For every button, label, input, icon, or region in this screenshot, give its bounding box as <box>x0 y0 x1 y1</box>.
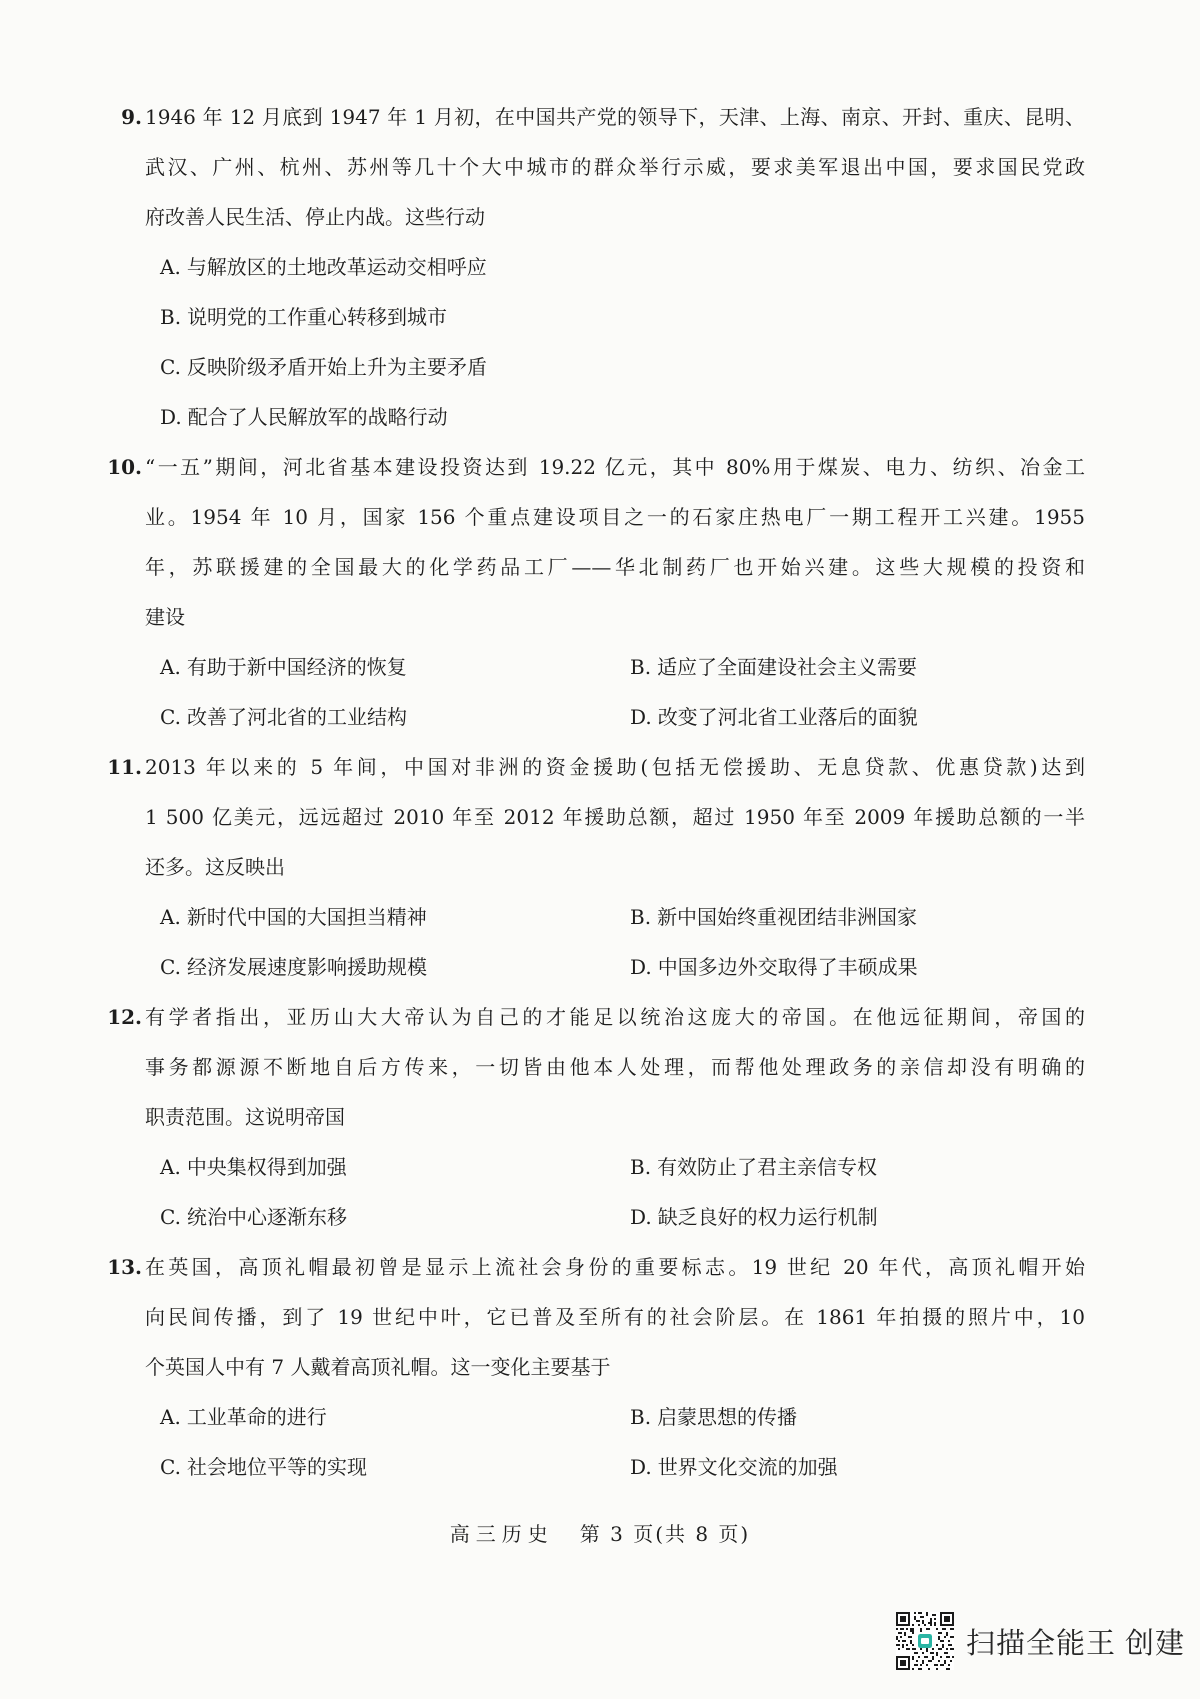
question-9-stem-line: 府改善人民生活、停止内战。这些行动 <box>145 205 485 229</box>
question-11-stem-line: 还多。这反映出 <box>145 855 285 879</box>
question-12-option-a <box>160 1142 630 1192</box>
option-label: C. <box>160 1205 181 1229</box>
question-10-stem-line: 业。1954 年 10 月，国家 156 个重点建设项目之一的石家庄热电厂一期工程开工兴建。1955 <box>145 505 1085 529</box>
question-9-option-c <box>145 342 1085 392</box>
question-13-option-b <box>630 1392 797 1442</box>
question-9-stem-line <box>121 92 1085 142</box>
question-9-stem-line: 武汉、广州、杭州、苏州等几十个大中城市的群众举行示威，要求美军退出中国，要求国民党政 <box>145 155 1085 179</box>
footer-page-number: 第 3 页(共 8 页) <box>579 1522 751 1546</box>
question-12-stem-line: 职责范围。这说明帝国 <box>145 1105 345 1129</box>
question-12 <box>107 992 1085 1242</box>
question-11-number: 11. <box>107 755 142 779</box>
option-text: 说明党的工作重心转移到城市 <box>187 305 448 329</box>
question-9-option-a <box>145 242 1085 292</box>
question-11-option-d <box>630 942 918 992</box>
exam-body <box>107 92 1085 1492</box>
question-12-options-ab <box>145 1142 1085 1192</box>
question-10-option-b <box>630 642 917 692</box>
option-text: 改善了河北省的工业结构 <box>186 705 407 729</box>
option-text: 有助于新中国经济的恢复 <box>186 655 407 679</box>
question-11-stem-text: 2013 年以来的 5 年间，中国对非洲的资金援助(包括无偿援助、无息贷款、优惠贷款)达到 <box>145 755 1085 779</box>
question-13-option-d <box>630 1442 838 1492</box>
question-10-stem-line <box>107 442 1085 492</box>
option-label: C. <box>160 955 181 979</box>
question-12-option-c <box>160 1192 630 1242</box>
option-text: 世界文化交流的加强 <box>657 1455 838 1479</box>
option-text: 新中国始终重视团结非洲国家 <box>657 905 918 929</box>
option-text: 启蒙思想的传播 <box>657 1405 798 1429</box>
question-9-option-b <box>145 292 1085 342</box>
footer-course-label: 高三历史 <box>449 1522 554 1546</box>
option-text: 中央集权得到加强 <box>186 1155 347 1179</box>
question-13-stem-line <box>107 1242 1085 1292</box>
option-label: B. <box>630 1155 652 1179</box>
question-10-option-a <box>160 642 630 692</box>
question-9-option-d <box>145 392 1085 442</box>
question-9-stem-text: 1946 年 12 月底到 1947 年 1 月初，在中国共产党的领导下，天津、上海、南京、开封、重庆、昆明、 <box>145 105 1085 129</box>
question-13-option-a <box>160 1392 630 1442</box>
option-label: D. <box>630 955 652 979</box>
option-label: C. <box>160 1455 181 1479</box>
question-10-stem-line: 建设 <box>145 605 185 629</box>
option-label: D. <box>160 405 182 429</box>
option-text: 适应了全面建设社会主义需要 <box>657 655 918 679</box>
question-10-option-d <box>630 692 918 742</box>
option-label: A. <box>160 1405 181 1429</box>
question-11-options-cd <box>145 942 1085 992</box>
option-text: 配合了人民解放军的战略行动 <box>187 405 448 429</box>
question-10-number: 10. <box>107 455 142 479</box>
option-text: 反映阶级矛盾开始上升为主要矛盾 <box>186 355 487 379</box>
option-label: A. <box>160 255 181 279</box>
option-label: C. <box>160 705 181 729</box>
question-12-stem-line <box>107 992 1085 1042</box>
question-12-option-d <box>630 1192 878 1242</box>
question-13 <box>107 1242 1085 1492</box>
question-13-option-c <box>160 1442 630 1492</box>
option-text: 新时代中国的大国担当精神 <box>186 905 427 929</box>
question-11-option-c <box>160 942 630 992</box>
question-9-number: 9. <box>121 105 142 129</box>
question-11-options-ab <box>145 892 1085 942</box>
qr-code-icon <box>896 1612 954 1670</box>
question-10-options-cd <box>145 692 1085 742</box>
option-label: C. <box>160 355 181 379</box>
option-text: 工业革命的进行 <box>186 1405 327 1429</box>
option-text: 中国多边外交取得了丰硕成果 <box>657 955 918 979</box>
option-label: B. <box>630 1405 652 1429</box>
question-13-options-ab <box>145 1392 1085 1442</box>
question-9 <box>121 92 1085 442</box>
question-12-stem-line: 事务都源源不断地自后方传来，一切皆由他本人处理，而帮他处理政务的亲信却没有明确的 <box>145 1055 1085 1079</box>
question-10-options-ab <box>145 642 1085 692</box>
question-10-stem-text: “一五”期间，河北省基本建设投资达到 19.22 亿元，其中 80%用于煤炭、电力、纺织、冶金工 <box>145 455 1085 479</box>
option-label: A. <box>160 905 181 929</box>
question-13-options-cd <box>145 1442 1085 1492</box>
question-12-option-b <box>630 1142 877 1192</box>
question-13-stem-text: 在英国，高顶礼帽最初曾是显示上流社会身份的重要标志。19 世纪 20 年代，高顶礼帽开始 <box>145 1255 1085 1279</box>
option-text: 社会地位平等的实现 <box>186 1455 367 1479</box>
option-label: A. <box>160 1155 181 1179</box>
option-label: B. <box>160 305 182 329</box>
option-label: B. <box>630 905 652 929</box>
option-label: A. <box>160 655 181 679</box>
option-text: 统治中心逐渐东移 <box>186 1205 347 1229</box>
question-11 <box>107 742 1085 992</box>
page-footer <box>0 1518 1200 1547</box>
question-12-options-cd <box>145 1192 1085 1242</box>
question-10-stem-line: 年，苏联援建的全国最大的化学药品工厂——华北制药厂也开始兴建。这些大规模的投资和 <box>145 555 1085 579</box>
question-11-option-a <box>160 892 630 942</box>
option-text: 有效防止了君主亲信专权 <box>657 1155 878 1179</box>
question-11-stem-line <box>107 742 1085 792</box>
question-13-number: 13. <box>107 1255 142 1279</box>
camscanner-watermark <box>896 1612 1185 1670</box>
question-11-stem-line: 1 500 亿美元，远远超过 2010 年至 2012 年援助总额，超过 1950 年至 2009 年援助总额的一半 <box>145 805 1085 829</box>
question-13-stem-line: 个英国人中有 7 人戴着高顶礼帽。这一变化主要基于 <box>145 1355 611 1379</box>
option-label: D. <box>630 1205 652 1229</box>
option-text: 与解放区的土地改革运动交相呼应 <box>186 255 487 279</box>
question-13-stem-line: 向民间传播，到了 19 世纪中叶，它已普及至所有的社会阶层。在 1861 年拍摄的照片中，10 <box>145 1305 1085 1329</box>
option-label: B. <box>630 655 652 679</box>
question-12-number: 12. <box>107 1005 142 1029</box>
option-text: 缺乏良好的权力运行机制 <box>657 1205 878 1229</box>
question-12-stem-text: 有学者指出，亚历山大大帝认为自己的才能足以统治这庞大的帝国。在他远征期间，帝国的 <box>145 1005 1085 1029</box>
option-text: 改变了河北省工业落后的面貌 <box>657 705 918 729</box>
option-label: D. <box>630 1455 652 1479</box>
option-label: D. <box>630 705 652 729</box>
camscanner-watermark-text: 扫描全能王 创建 <box>966 1627 1186 1660</box>
question-10 <box>107 442 1085 742</box>
question-10-option-c <box>160 692 630 742</box>
option-text: 经济发展速度影响援助规模 <box>186 955 427 979</box>
question-11-option-b <box>630 892 917 942</box>
